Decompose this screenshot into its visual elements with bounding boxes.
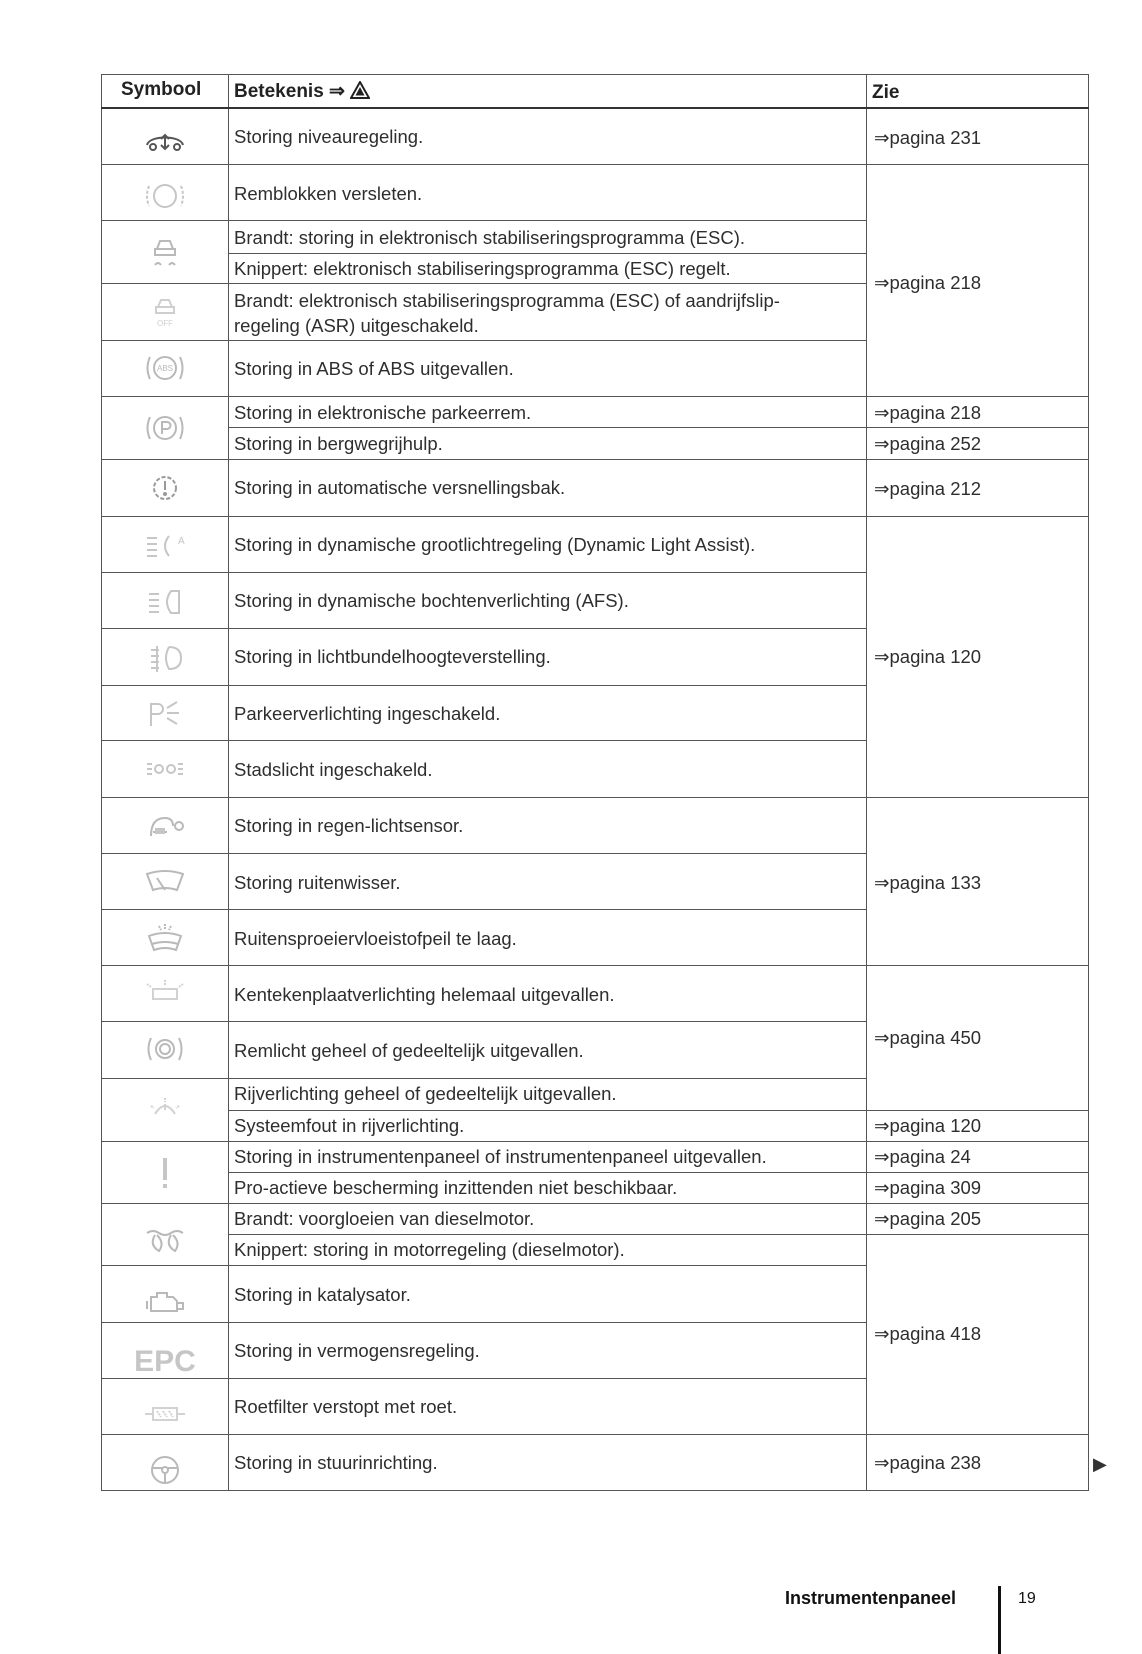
table-row: Parkeerverlichting ingeschakeld.: [234, 703, 501, 724]
table-row: Storing in dynamische bochtenverlichting (AFS).: [234, 590, 629, 611]
headlight-range-icon: [135, 637, 195, 677]
table-row: regeling (ASR) uitgeschakeld.: [234, 315, 479, 336]
table-row: Storing in regen-lichtsensor.: [234, 815, 464, 836]
table-row: Brandt: voorgloeien van dieselmotor.: [234, 1208, 535, 1229]
table-row: Knippert: storing in motorregeling (dieselmotor).: [234, 1239, 625, 1260]
table-row: Roetfilter verstopt met roet.: [234, 1396, 458, 1417]
esc-off-icon: [135, 292, 195, 332]
page-reference[interactable]: ⇒pagina 238: [874, 1452, 982, 1473]
header-symbol: Symbool: [121, 79, 202, 100]
table-row: Storing in bergwegrijhulp.: [234, 433, 443, 454]
table-row: Storing in automatische versnellingsbak.: [234, 477, 566, 498]
table-row: Remlicht geheel of gedeeltelijk uitgevallen.: [234, 1040, 584, 1061]
footer-divider: [998, 1586, 1001, 1654]
parking-brake-icon: [135, 408, 195, 448]
footer-section-title: Instrumentenpaneel: [785, 1588, 957, 1608]
page-reference[interactable]: ⇒pagina 218: [874, 402, 982, 423]
lighting-fault-icon: [135, 1085, 195, 1125]
table-row: Storing in lichtbundelhoogteverstelling.: [234, 646, 551, 667]
side-light-icon: [135, 749, 195, 789]
parking-light-icon: [135, 693, 195, 733]
afs-icon: [135, 581, 195, 621]
warning-triangle-icon: [350, 81, 370, 99]
page-reference[interactable]: ⇒pagina 252: [874, 433, 982, 454]
engine-icon: [135, 1282, 195, 1322]
wiper-icon: [135, 861, 195, 901]
page-reference[interactable]: ⇒pagina 133: [874, 872, 982, 893]
brake-pads-icon: [135, 176, 195, 216]
table-row: Storing in instrumentenpaneel of instrumentenpaneel uitgevallen.: [234, 1146, 767, 1167]
page-reference[interactable]: ⇒pagina 120: [874, 646, 982, 667]
table-row: Kentekenplaatverlichting helemaal uitgevallen.: [234, 984, 615, 1005]
page-reference[interactable]: ⇒pagina 309: [874, 1177, 982, 1198]
table-row: Storing in stuurinrichting.: [234, 1452, 438, 1473]
table-row: Brandt: elektronisch stabiliseringsprogramma (ESC) of aandrijfslip-: [234, 290, 780, 311]
page-reference[interactable]: ⇒pagina 205: [874, 1208, 982, 1229]
header-see: Zie: [872, 82, 900, 103]
esc-icon: [135, 232, 195, 272]
abs-icon: [135, 348, 195, 388]
particle-filter-icon: [135, 1394, 195, 1434]
next-page-marker: ▶: [1093, 1454, 1107, 1474]
page-reference[interactable]: ⇒pagina 120: [874, 1115, 982, 1136]
level-control-icon: [135, 120, 195, 160]
table-row: Storing niveauregeling.: [234, 126, 424, 147]
table-row: Storing ruitenwisser.: [234, 872, 401, 893]
header-meaning-label: Betekenis ⇒: [234, 81, 345, 102]
page-reference[interactable]: ⇒pagina 450: [874, 1027, 982, 1048]
page-reference[interactable]: ⇒pagina 212: [874, 478, 982, 499]
light-assist-icon: [135, 525, 195, 565]
washer-fluid-icon: [135, 917, 195, 957]
page-reference[interactable]: ⇒pagina 218: [874, 272, 982, 293]
table-row: Systeemfout in rijverlichting.: [234, 1115, 465, 1136]
page-reference[interactable]: ⇒pagina 231: [874, 127, 982, 148]
page-reference[interactable]: ⇒pagina 24: [874, 1146, 971, 1167]
page-reference[interactable]: ⇒pagina 418: [874, 1323, 982, 1344]
rain-light-sensor-icon: [135, 805, 195, 845]
table-row: Brandt: storing in elektronisch stabiliseringsprogramma (ESC).: [234, 227, 746, 248]
table-row: Storing in elektronische parkeerrem.: [234, 402, 532, 423]
table-row: Knippert: elektronisch stabiliseringsprogramma (ESC) regelt.: [234, 258, 731, 279]
table-row: Storing in ABS of ABS uitgevallen.: [234, 358, 514, 379]
warning-icon: [135, 1153, 195, 1193]
plate-light-icon: [135, 973, 195, 1013]
epc-icon-label: EPC: [134, 1345, 196, 1378]
glow-plug-icon: [135, 1222, 195, 1262]
brake-light-icon: [135, 1029, 195, 1069]
abs-icon-label: ABS: [156, 364, 174, 373]
table-row: Pro-actieve bescherming inzittenden niet beschikbaar.: [234, 1177, 678, 1198]
header-meaning: [234, 80, 370, 103]
gearbox-icon: [135, 468, 195, 508]
table-row: Remblokken versleten.: [234, 183, 423, 204]
table-row: Rijverlichting geheel of gedeeltelijk uitgevallen.: [234, 1083, 617, 1104]
table-row: Storing in vermogensregeling.: [234, 1340, 480, 1361]
table-row: Storing in dynamische grootlichtregeling (Dynamic Light Assist).: [234, 534, 756, 555]
svg-text:OFF: OFF: [157, 319, 173, 328]
table-row: Ruitensproeiervloeistofpeil te laag.: [234, 928, 517, 949]
epc-icon: [135, 1338, 195, 1378]
page-number: 19: [1018, 1590, 1036, 1607]
table-row: Stadslicht ingeschakeld.: [234, 759, 433, 780]
table-row: Storing in katalysator.: [234, 1284, 411, 1305]
steering-icon: [135, 1450, 195, 1490]
svg-text:A: A: [178, 536, 185, 547]
